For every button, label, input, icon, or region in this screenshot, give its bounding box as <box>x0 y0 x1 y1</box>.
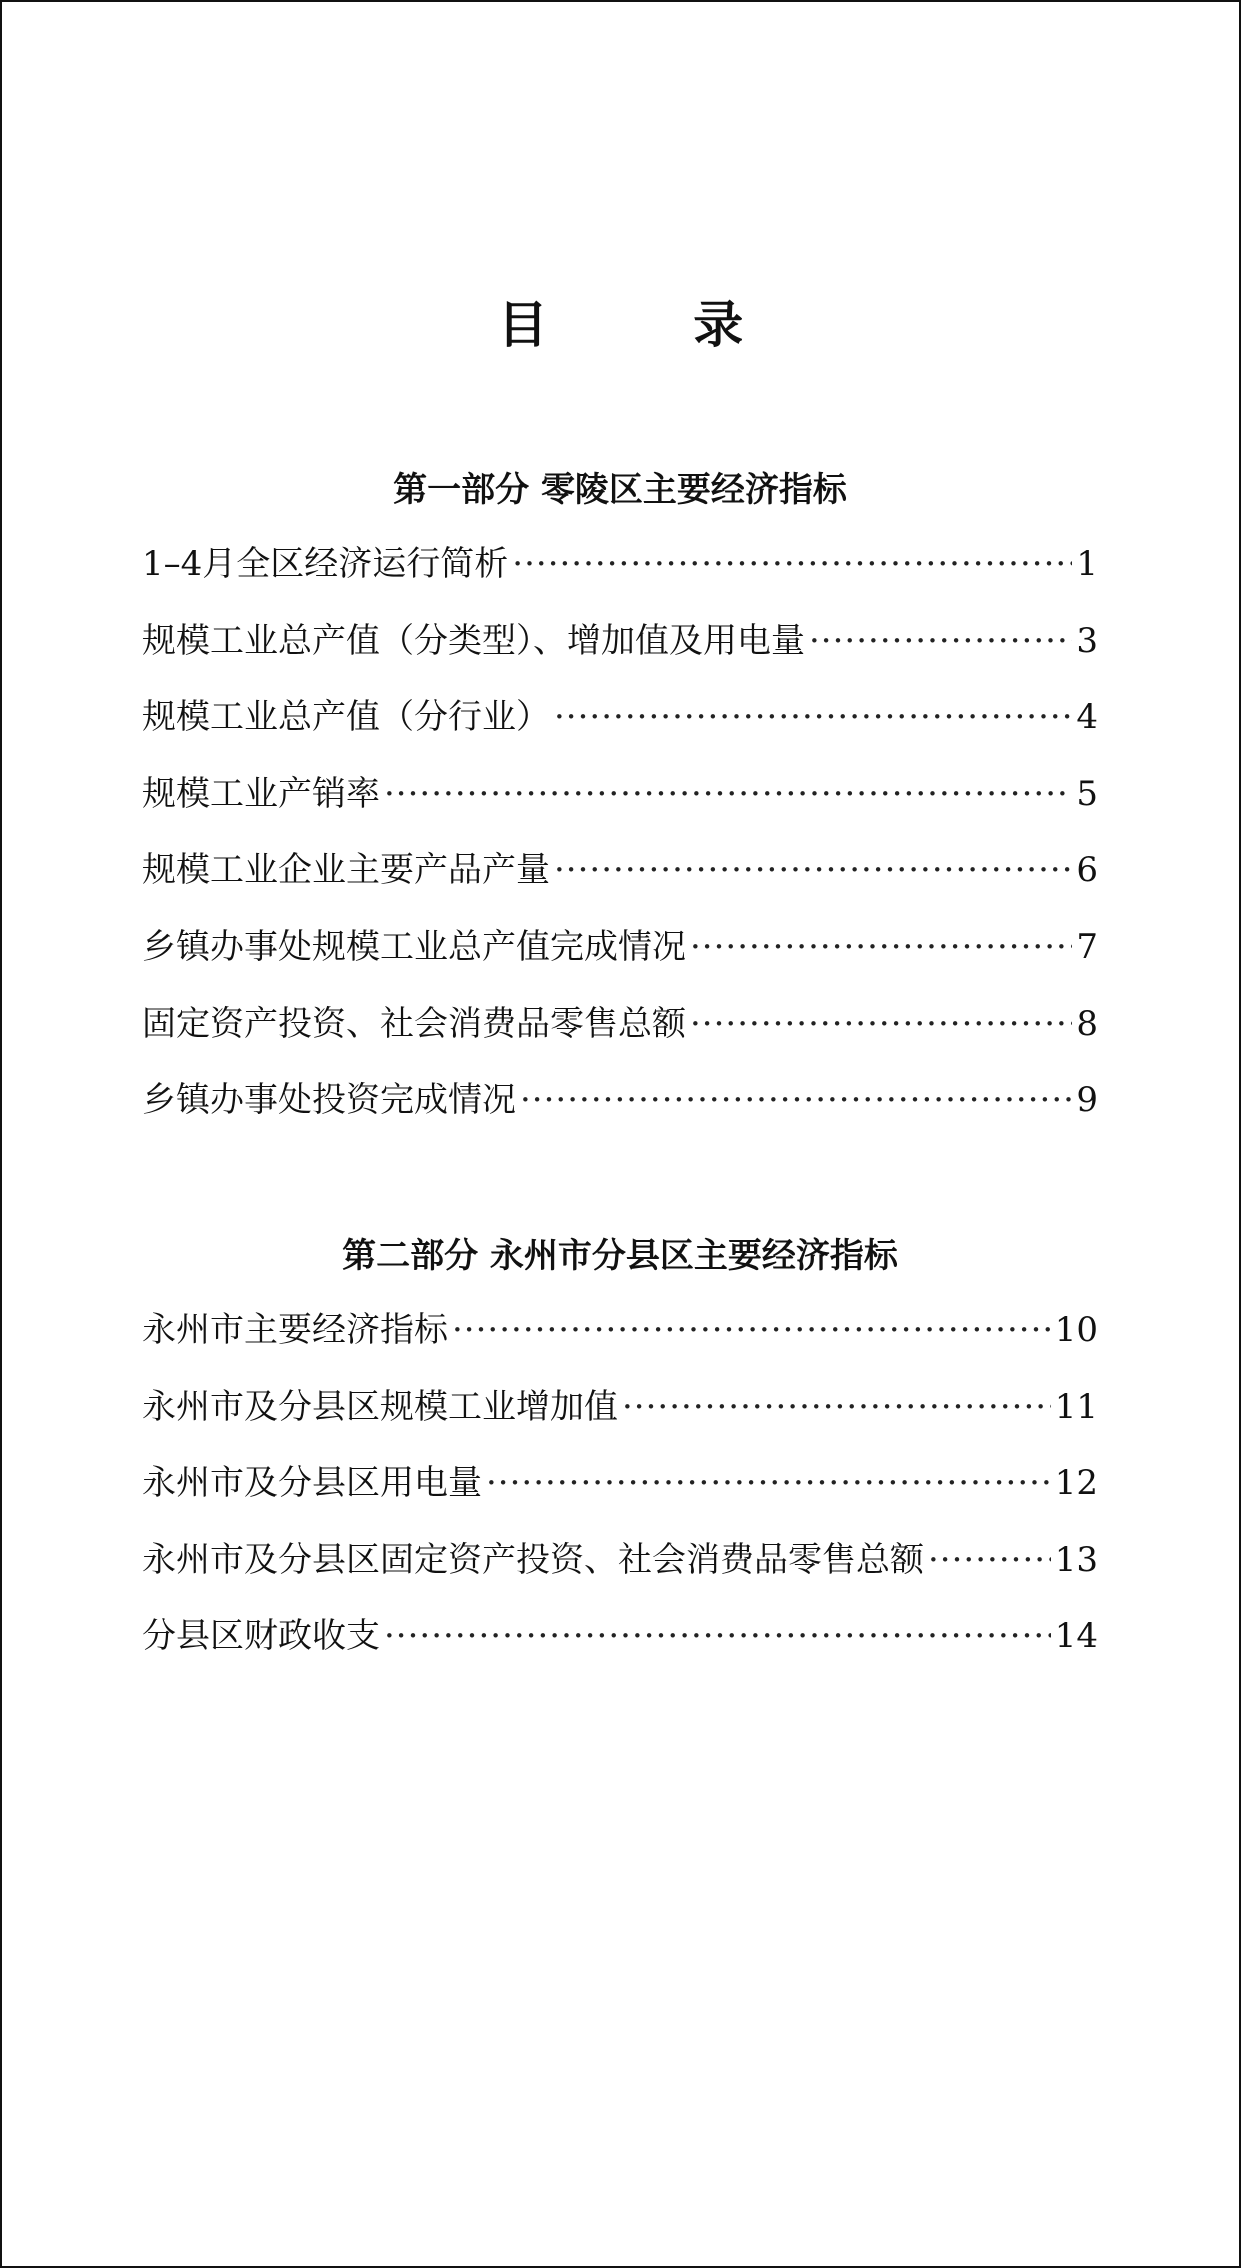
toc-entry-label: 乡镇办事处投资完成情况 <box>142 1080 516 1121</box>
toc-entry-list <box>142 1292 1098 1675</box>
dot-leader <box>690 909 1072 985</box>
toc-entry-page: 12 <box>1054 1463 1098 1504</box>
toc-entry-page: 7 <box>1076 926 1098 967</box>
dot-leader <box>554 679 1072 755</box>
toc-entry-page: 6 <box>1076 850 1098 891</box>
toc-entry-page: 11 <box>1054 1386 1098 1427</box>
toc-entry-page: 5 <box>1076 773 1098 814</box>
toc-entry[interactable] <box>142 1445 1098 1522</box>
toc-entry-label: 永州市及分县区规模工业增加值 <box>142 1386 618 1427</box>
section-heading: 第二部分 永州市分县区主要经济指标 <box>342 1236 898 1276</box>
toc-entry-label: 乡镇办事处规模工业总产值完成情况 <box>142 926 686 967</box>
section-part-one <box>142 462 1098 1139</box>
toc-entry[interactable] <box>142 832 1098 909</box>
toc-entry-label: 规模工业产销率 <box>142 773 380 814</box>
dot-leader <box>486 1445 1051 1521</box>
toc-entry-page: 1 <box>1076 544 1098 584</box>
dot-leader <box>452 1292 1051 1368</box>
dot-leader <box>809 603 1072 679</box>
toc-entry-list <box>142 526 1098 1139</box>
toc-entry-label: 永州市主要经济指标 <box>142 1310 448 1350</box>
toc-entry-page: 14 <box>1054 1616 1098 1657</box>
dot-leader <box>690 986 1072 1062</box>
toc-entry-label: 永州市及分县区用电量 <box>142 1463 482 1504</box>
dot-leader <box>512 526 1072 602</box>
toc-entry-page: 10 <box>1054 1310 1098 1350</box>
toc-entry-label: 1–4月全区经济运行简析 <box>142 544 509 584</box>
toc-entry-page: 4 <box>1076 697 1098 738</box>
toc-entry-label: 永州市及分县区固定资产投资、社会消费品零售总额 <box>142 1539 924 1580</box>
toc-entry-label: 规模工业总产值（分类型）、增加值及用电量 <box>142 620 805 661</box>
toc-entry[interactable] <box>142 679 1098 756</box>
toc-entry[interactable] <box>142 526 1098 603</box>
dot-leader <box>384 1598 1051 1674</box>
toc-entry-label: 规模工业总产值（分行业） <box>142 697 550 738</box>
toc-entry[interactable] <box>142 756 1098 833</box>
toc-entry-label: 规模工业企业主要产品产量 <box>142 850 550 891</box>
toc-entry[interactable] <box>142 1598 1098 1675</box>
dot-leader <box>520 1062 1072 1138</box>
toc-entry[interactable] <box>142 986 1098 1063</box>
toc-entry[interactable] <box>142 1522 1098 1599</box>
toc-entry-label: 分县区财政收支 <box>142 1616 380 1657</box>
toc-entry-page: 9 <box>1076 1080 1098 1121</box>
dot-leader <box>622 1369 1051 1445</box>
toc-entry[interactable] <box>142 603 1098 680</box>
dot-leader <box>554 832 1072 908</box>
dot-leader <box>384 756 1072 832</box>
dot-leader <box>928 1522 1051 1598</box>
toc-entry[interactable] <box>142 909 1098 986</box>
toc-entry-page: 13 <box>1054 1539 1098 1580</box>
toc-entry-label: 固定资产投资、社会消费品零售总额 <box>142 1003 686 1044</box>
toc-entry-page: 3 <box>1076 620 1098 661</box>
toc-entry-page: 8 <box>1076 1003 1098 1044</box>
section-heading: 第一部分 零陵区主要经济指标 <box>393 470 847 510</box>
toc-entry[interactable] <box>142 1369 1098 1446</box>
toc-entry[interactable] <box>142 1292 1098 1369</box>
toc-title: 目 录 <box>497 295 808 354</box>
toc-entry[interactable] <box>142 1062 1098 1139</box>
section-part-two <box>142 1228 1098 1675</box>
